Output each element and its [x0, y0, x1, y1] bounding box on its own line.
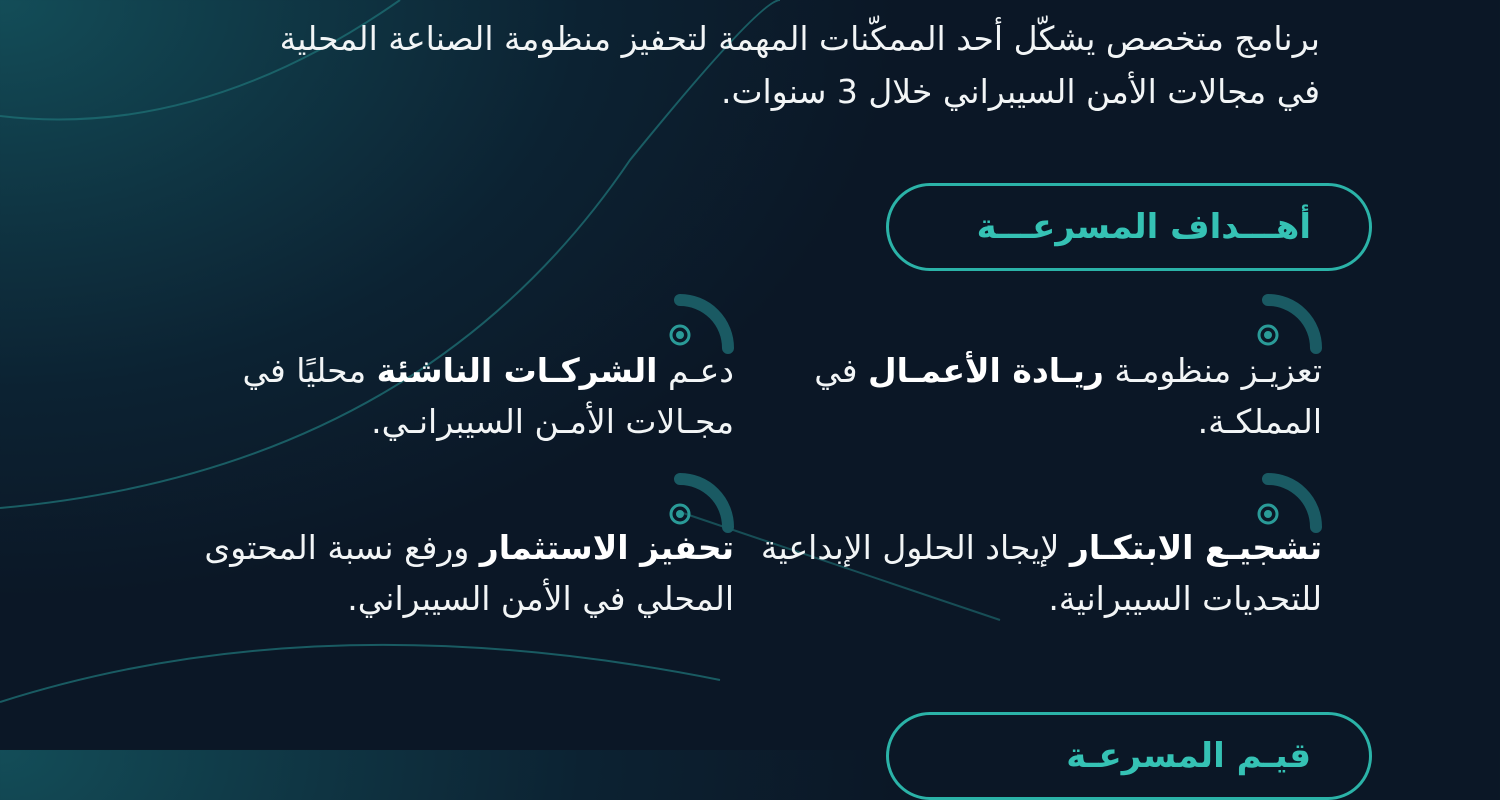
goals-heading: أهـــداف المسرعـــة	[886, 183, 1372, 271]
goal-highlight: تحفيز الاستثمار	[479, 528, 734, 567]
intro-line-1: برنامج متخصص يشكّل أحد الممكّنات المهمة لتحفيز منظومة الصناعة المحلية	[279, 19, 1320, 58]
goal-item	[722, 345, 1322, 447]
goal-item	[134, 345, 734, 447]
goal-text: ورفع نسبة المحتوى المحلي في الأمن السيبراني.	[204, 528, 734, 618]
goal-item	[722, 522, 1322, 624]
goal-ring-icon-2	[671, 300, 728, 348]
intro-text	[160, 12, 1320, 118]
goal-ring-icon-1	[1259, 300, 1316, 348]
goal-text: تعزيـز منظومـة	[1103, 351, 1322, 390]
bg-curve-bottom	[0, 645, 720, 702]
goal-text: محليًا في مجـالات الأمـن السيبرانـي.	[242, 351, 734, 441]
next-section-heading: قيـم المسرعـة	[886, 712, 1372, 800]
goal-highlight: تشجيـع الابتكـار	[1069, 528, 1322, 567]
goal-text: في المملكـة.	[814, 351, 1322, 441]
goal-highlight: الشركـات الناشئة	[376, 351, 658, 390]
goal-ring-icon-3	[1259, 479, 1316, 527]
goal-ring-icon-4	[671, 479, 728, 527]
goal-text: دعـم	[657, 351, 734, 390]
goal-highlight: ريـادة الأعمـال	[868, 351, 1104, 390]
goal-item	[134, 522, 734, 624]
goal-text: لإيجاد الحلول الإبداعية للتحديات السيبرانية.	[760, 528, 1322, 618]
intro-line-2: في مجالات الأمن السيبراني خلال 3 سنوات.	[720, 72, 1320, 111]
